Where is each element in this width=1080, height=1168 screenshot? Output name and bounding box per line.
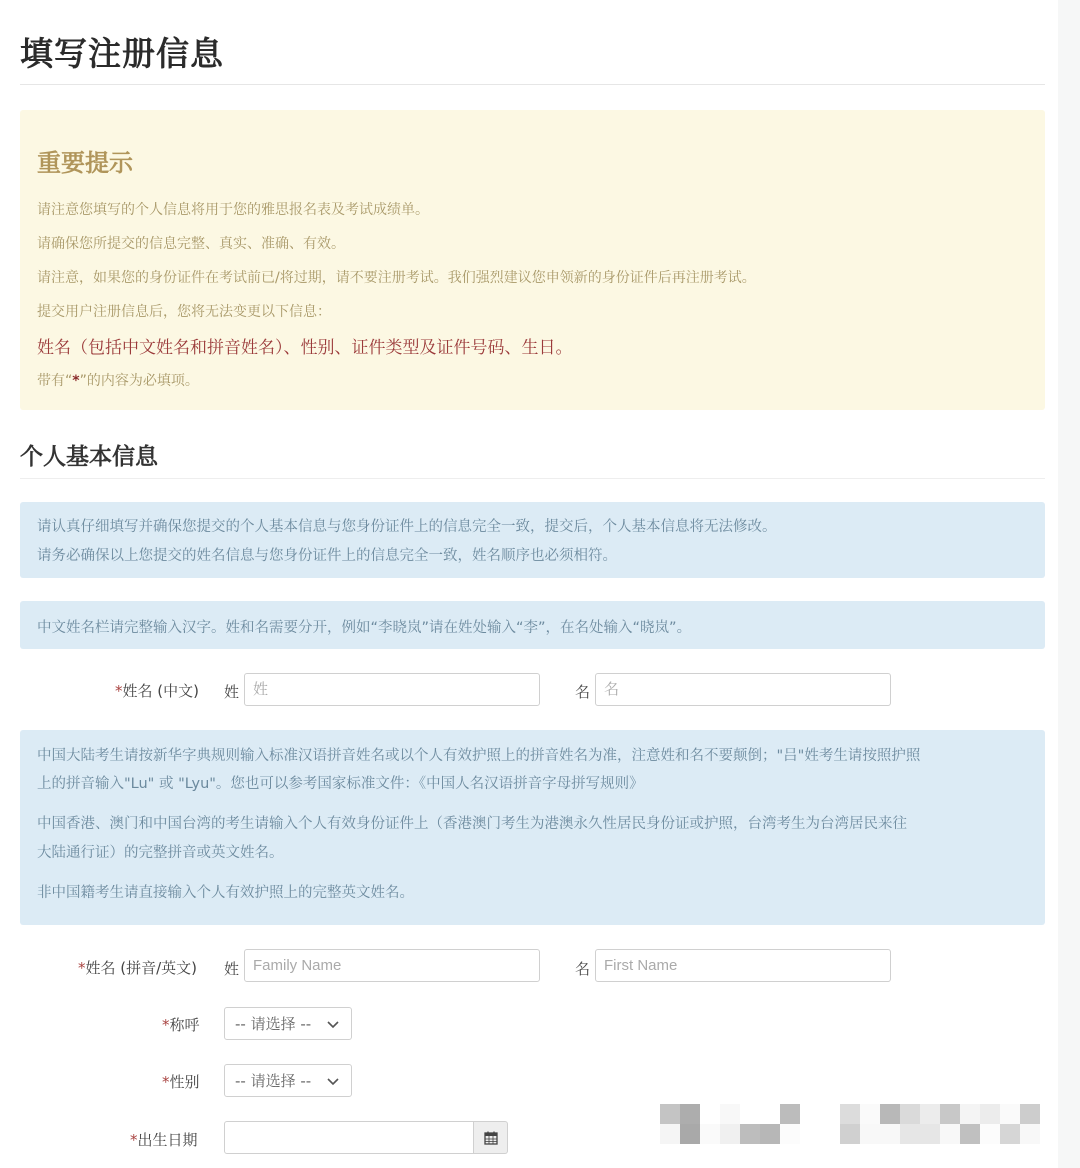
label-text: 称呼 [169, 1016, 200, 1034]
notice-line: 请确保您所提交的信息完整、真实、准确、有效。 [37, 236, 345, 252]
info-line: 请务必确保以上您提交的姓名信息与您身份证件上的信息完全一致，姓名顺序也必须相符。 [37, 548, 617, 564]
title-select-value: -- 请选择 -- [235, 1015, 312, 1033]
section-title-basic-info: 个人基本信息 [20, 444, 158, 470]
notice-line: 请注意您填写的个人信息将用于您的雅思报名表及考试成绩单。 [37, 202, 429, 218]
gender-select[interactable] [224, 1064, 352, 1097]
info-line: 请认真仔细填写并确保您提交的个人基本信息与您身份证件上的信息完全一致，提交后，个人基本信息将无法修改。 [37, 519, 777, 535]
page-scrollbar-track[interactable] [1058, 0, 1080, 1168]
required-note-prefix: 带有“ [37, 373, 73, 389]
chinese-given-name-input[interactable] [595, 673, 891, 706]
info-line: 中国香港、澳门和中国台湾的考生请输入个人有效身份证件上（香港澳门考生为港澳永久性居民身份证或护照，台湾考生为台湾居民来往 [37, 816, 907, 832]
required-mark: * [162, 1073, 170, 1091]
section-divider [20, 478, 1045, 479]
gender-select-value: -- 请选择 -- [235, 1072, 312, 1090]
required-mark: * [78, 959, 86, 977]
page-title: 填写注册信息 [20, 34, 224, 73]
important-notice-heading: 重要提示 [37, 149, 133, 177]
label-text: 姓名 (拼音/英文) [85, 959, 198, 977]
required-star: * [72, 373, 80, 389]
required-note [37, 370, 199, 390]
label-text: 出生日期 [137, 1131, 198, 1149]
required-mark: * [162, 1016, 170, 1034]
important-notice-box [20, 110, 1045, 410]
info-line: 中国大陆考生请按新华字典规则输入标准汉语拼音姓名或以个人有效护照上的拼音姓名为准，注意姓和名不要颠倒；"吕"姓考生请按照护照 [37, 748, 921, 764]
title-divider [20, 84, 1045, 85]
chevron-down-icon [325, 1016, 341, 1032]
locked-fields-emphasis: 姓名（包括中文姓名和拼音姓名）、性别、证件类型及证件号码、生日。 [37, 338, 573, 358]
birthdate-input[interactable] [224, 1121, 474, 1154]
family-name-label: 姓 [224, 960, 240, 978]
info-line: 非中国籍考生请直接输入个人有效护照上的完整英文姓名。 [37, 885, 414, 901]
label-text: 性别 [169, 1073, 200, 1091]
title-label [162, 1014, 200, 1035]
required-note-suffix: ”的内容为必填项。 [79, 373, 199, 389]
calendar-button[interactable] [474, 1121, 508, 1154]
redacted-watermark [840, 1104, 1040, 1144]
calendar-icon [484, 1131, 498, 1145]
given-name-label: 名 [575, 683, 591, 701]
chinese-name-label [115, 680, 199, 701]
title-select[interactable] [224, 1007, 352, 1040]
notice-line: 提交用户注册信息后，您将无法变更以下信息： [37, 304, 331, 320]
info-line: 上的拼音输入"Lu" 或 "Lyu"。您也可以参考国家标准文件：《中国人名汉语拼音字母拼写规则》 [37, 776, 644, 792]
info-box-chinese-name [20, 601, 1045, 649]
required-mark: * [115, 682, 123, 700]
given-name-label: 名 [575, 960, 591, 978]
chevron-down-icon [325, 1073, 341, 1089]
required-mark: * [130, 1131, 138, 1149]
notice-line: 请注意，如果您的身份证件在考试前已/将过期，请不要注册考试。我们强烈建议您申领新的身份证件后再注册考试。 [37, 270, 756, 286]
gender-label [162, 1071, 200, 1092]
birthdate-label [130, 1129, 198, 1150]
info-line: 中文姓名栏请完整输入汉字。姓和名需要分开，例如“李晓岚”请在姓处输入“李”，在名处输入“晓岚”。 [37, 620, 692, 636]
chinese-family-name-input[interactable] [244, 673, 540, 706]
label-text: 姓名 (中文) [122, 682, 199, 700]
info-box-pinyin-name [20, 730, 1045, 925]
pinyin-given-name-input[interactable] [595, 949, 891, 982]
family-name-label: 姓 [224, 683, 240, 701]
info-box-accuracy [20, 502, 1045, 578]
pinyin-family-name-input[interactable] [244, 949, 540, 982]
redacted-watermark [660, 1104, 800, 1144]
pinyin-name-label [78, 957, 197, 978]
info-line: 大陆通行证）的完整拼音或英文姓名。 [37, 845, 284, 861]
